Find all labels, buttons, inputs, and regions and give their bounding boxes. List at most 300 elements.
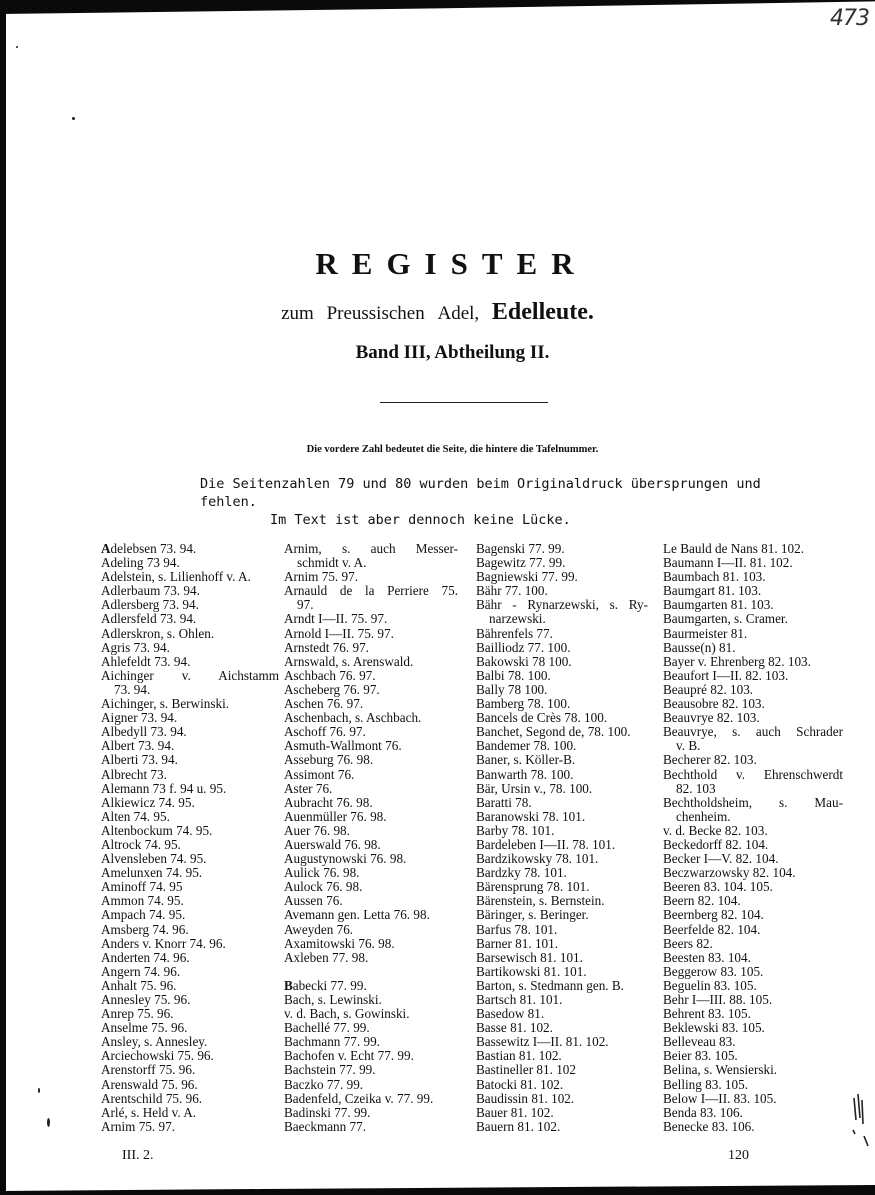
register-entry	[476, 725, 648, 739]
entry-text: Arnim, s. auch Messer-	[284, 541, 458, 556]
subtitle-emphasis: Edelleute.	[491, 299, 594, 325]
register-entry	[476, 993, 648, 1007]
register-entry	[476, 641, 648, 655]
register-entry	[284, 923, 458, 937]
register-entry	[663, 838, 843, 852]
register-entry	[101, 908, 279, 922]
register-entry	[284, 669, 458, 683]
entry-text: Bachellé 77. 99.	[284, 1020, 370, 1036]
entry-text: Baumgarten 81. 103.	[663, 597, 774, 613]
register-entry	[101, 993, 279, 1007]
scan-speck	[38, 1088, 40, 1093]
entry-text: Baczko 77. 99.	[284, 1076, 364, 1092]
entry-text: Beesten 83. 104.	[663, 949, 751, 965]
register-entry	[101, 669, 279, 697]
entry-text: Baumbach 81. 103.	[663, 569, 766, 585]
register-entry	[476, 824, 648, 838]
entry-text: Aschbach 76. 97.	[284, 667, 376, 683]
editor-note-line-1: Die Seitenzahlen 79 und 80 wurden beim Originaldruck übersprungen und fehlen.	[200, 476, 761, 510]
numbering-note: Die vordere Zahl bedeutet die Seite, die hintere die Tafelnummer.	[306, 444, 599, 455]
register-entry	[476, 627, 648, 641]
register-entry	[476, 852, 648, 866]
register-entry	[101, 711, 279, 725]
entry-text: Beausobre 82. 103.	[663, 696, 765, 712]
entry-text: Altrock 74. 95.	[101, 836, 181, 852]
entry-text: Bayer v. Ehrenberg 82. 103.	[663, 653, 811, 669]
entry-text: Bancels de Crès 78. 100.	[476, 710, 608, 726]
entry-text: Adeling 73 94.	[101, 555, 180, 571]
entry-text: Bastineller 81. 102	[476, 1062, 576, 1078]
entry-text: Baudissin 81. 102.	[476, 1090, 575, 1106]
register-entry	[284, 1007, 458, 1021]
register-entry	[476, 683, 648, 697]
register-entry	[284, 908, 458, 922]
entry-text: Bausse(n) 81.	[663, 639, 736, 655]
signature-mark: III. 2.	[122, 1148, 154, 1163]
entry-text: Ampach 74. 95.	[101, 907, 186, 923]
register-entry	[284, 782, 458, 796]
register-entry	[284, 1120, 458, 1134]
register-entry	[663, 542, 843, 556]
register-entry	[284, 612, 458, 626]
register-column-2	[284, 542, 458, 1134]
scan-border-top	[0, 0, 875, 14]
register-entry	[284, 1049, 458, 1063]
register-entry	[284, 570, 458, 584]
entry-text: Ammon 74. 95.	[101, 893, 184, 909]
register-entry	[476, 923, 648, 937]
entry-text: Beers 82.	[663, 935, 713, 951]
register-entry	[663, 880, 843, 894]
register-entry	[476, 1021, 648, 1035]
register-entry	[663, 1092, 843, 1106]
register-entry	[476, 1092, 648, 1106]
register-entry	[101, 542, 279, 556]
entry-continuation: narzewski.	[489, 611, 546, 627]
entry-text: Bagniewski 77. 99.	[476, 569, 578, 585]
entry-text: Bachmann 77. 99.	[284, 1034, 380, 1050]
entry-text: Banwarth 78. 100.	[476, 766, 574, 782]
register-entry	[284, 880, 458, 894]
register-entry	[101, 965, 279, 979]
register-entry	[476, 810, 648, 824]
register-entry	[476, 1106, 648, 1120]
subtitle-word: Preussischen	[326, 303, 425, 324]
entry-text: Baratti 78.	[476, 794, 532, 810]
scan-border-bottom	[0, 1185, 875, 1195]
register-entry	[101, 1063, 279, 1077]
scan-speck	[72, 117, 75, 120]
entry-text: Baumgart 81. 103.	[663, 583, 762, 599]
entry-text: Becker I—V. 82. 104.	[663, 851, 779, 867]
register-entry	[101, 894, 279, 908]
entry-text: Ansley, s. Annesley.	[101, 1034, 208, 1050]
entry-text: Arlé, s. Held v. A.	[101, 1104, 197, 1120]
entry-text: Bährenfels 77.	[476, 625, 553, 641]
entry-text: Behrent 83. 105.	[663, 1006, 751, 1022]
register-entry	[663, 711, 843, 725]
entry-text: Bechthold v. Ehrenschwerdt	[663, 766, 843, 782]
register-entry	[101, 796, 279, 810]
entry-text: Arnauld de la Perriere 75.	[284, 583, 458, 599]
entry-text: Auenmüller 76. 98.	[284, 808, 387, 824]
entry-text: Bär, Ursin v., 78. 100.	[476, 780, 593, 796]
register-entry	[663, 655, 843, 669]
register-entry	[101, 838, 279, 852]
entry-text: Balbi 78. 100.	[476, 667, 551, 683]
register-entry	[101, 852, 279, 866]
register-entry	[101, 768, 279, 782]
entry-text: Anders v. Knorr 74. 96.	[101, 935, 226, 951]
entry-continuation: schmidt v. A.	[297, 555, 367, 571]
register-entry	[663, 951, 843, 965]
entry-text: Axleben 77. 98.	[284, 949, 369, 965]
entry-continuation: chenheim.	[676, 808, 731, 824]
register-entry	[663, 570, 843, 584]
register-entry	[284, 753, 458, 767]
entry-text: Auerswald 76. 98.	[284, 836, 381, 852]
register-entry	[284, 951, 458, 965]
register-entry	[101, 1092, 279, 1106]
entry-text: Bardzky 78. 101.	[476, 865, 567, 881]
entry-text: Baumgarten, s. Cramer.	[663, 611, 788, 627]
register-entry	[101, 866, 279, 880]
register-entry	[476, 1063, 648, 1077]
register-entry	[284, 852, 458, 866]
entry-text: Arenswald 75. 96.	[101, 1076, 198, 1092]
entry-text: Albedyll 73. 94.	[101, 724, 187, 740]
register-entry	[476, 768, 648, 782]
register-entry	[101, 1078, 279, 1092]
register-entry	[101, 1106, 279, 1120]
register-entry	[663, 993, 843, 1007]
volume-heading: Band III, Abtheilung II.	[355, 342, 550, 363]
register-entry	[101, 753, 279, 767]
section-initial: B	[284, 977, 293, 993]
entry-text: Bach, s. Lewinski.	[284, 992, 382, 1007]
entry-text: Adlersfeld 73. 94.	[101, 611, 197, 627]
register-entry	[476, 979, 648, 993]
register-entry	[101, 725, 279, 739]
entry-text: Bally 78 100.	[476, 681, 548, 697]
entry-text: Axamitowski 76. 98.	[284, 935, 395, 951]
entry-text: Alten 74. 95.	[101, 808, 170, 824]
entry-text: Beguelin 83. 105.	[663, 977, 757, 993]
register-entry	[101, 782, 279, 796]
register-entry	[476, 838, 648, 852]
entry-text: Badenfeld, Czeika v. 77. 99.	[284, 1090, 434, 1106]
entry-text: Amelunxen 74. 95.	[101, 865, 203, 881]
entry-text: Beggerow 83. 105.	[663, 963, 764, 979]
register-entry	[476, 1007, 648, 1021]
entry-text: Angern 74. 96.	[101, 963, 181, 979]
register-entry	[101, 810, 279, 824]
register-entry	[476, 1049, 648, 1063]
entry-text: Anderten 74. 96.	[101, 949, 190, 965]
entry-text: Beaupré 82. 103.	[663, 681, 754, 697]
register-entry	[663, 683, 843, 697]
entry-text: Aussen 76.	[284, 893, 343, 909]
register-entry	[101, 627, 279, 641]
register-entry	[284, 796, 458, 810]
section-initial: A	[101, 541, 111, 556]
entry-text: Bartsch 81. 101.	[476, 992, 563, 1007]
entry-text: Basse 81. 102.	[476, 1020, 553, 1036]
register-entry	[663, 669, 843, 683]
entry-text: Bauern 81. 102.	[476, 1118, 561, 1134]
register-entry	[663, 697, 843, 711]
register-entry	[476, 908, 648, 922]
register-entry	[101, 556, 279, 570]
register-entry	[476, 965, 648, 979]
entry-text: Aichinger, s. Berwinski.	[101, 696, 230, 712]
entry-text: Aulick 76. 98.	[284, 865, 360, 881]
register-entry	[663, 1021, 843, 1035]
register-entry	[663, 598, 843, 612]
register-column-3	[476, 542, 648, 1134]
entry-text: Albrecht 73.	[101, 766, 167, 782]
entry-text: Anhalt 75. 96.	[101, 977, 177, 993]
entry-text: Bastian 81. 102.	[476, 1048, 562, 1064]
register-entry	[663, 1106, 843, 1120]
page-title: REGISTER	[315, 246, 588, 281]
register-entry	[476, 880, 648, 894]
editor-note-line-2: Im Text ist aber dennoch keine Lücke.	[270, 512, 571, 528]
register-entry	[101, 584, 279, 598]
entry-text: Bähr - Rynarzewski, s. Ry-	[476, 597, 648, 613]
entry-text: Beczwarzowsky 82. 104.	[663, 865, 796, 881]
entry-text: Beauvrye 82. 103.	[663, 710, 760, 726]
entry-text: Baranowski 78. 101.	[476, 808, 586, 824]
register-entry	[476, 1035, 648, 1049]
register-entry	[663, 824, 843, 838]
register-entry	[101, 923, 279, 937]
divider-rule	[380, 402, 548, 403]
register-entry	[476, 584, 648, 598]
register-entry	[284, 838, 458, 852]
entry-continuation: 97.	[297, 597, 314, 613]
register-entry	[663, 908, 843, 922]
entry-text: Beernberg 82. 104.	[663, 907, 764, 923]
register-entry	[284, 683, 458, 697]
register-entry	[476, 796, 648, 810]
entry-text: Avemann gen. Letta 76. 98.	[284, 907, 430, 923]
register-entry	[284, 1035, 458, 1049]
register-entry	[476, 655, 648, 669]
register-entry	[284, 937, 458, 951]
register-entry	[284, 824, 458, 838]
entry-text: Benda 83. 106.	[663, 1104, 743, 1120]
register-entry	[663, 866, 843, 880]
page-number: 120	[728, 1148, 749, 1163]
register-entry	[101, 570, 279, 584]
register-entry	[284, 1092, 458, 1106]
entry-text: Banchet, Segond de, 78. 100.	[476, 724, 631, 740]
entry-text: Beier 83. 105.	[663, 1048, 738, 1064]
register-entry	[663, 979, 843, 993]
entry-text: Barsewisch 81. 101.	[476, 949, 583, 965]
register-entry	[101, 1035, 279, 1049]
register-entry	[101, 655, 279, 669]
entry-text: Barner 81. 101.	[476, 935, 559, 951]
register-entry	[663, 1049, 843, 1063]
entry-text: Bärensprung 78. 101.	[476, 879, 590, 895]
register-entry	[284, 655, 458, 669]
editor-note	[200, 475, 770, 529]
entry-text: Ascheberg 76. 97.	[284, 681, 380, 697]
entry-text: v. d. Becke 82. 103.	[663, 822, 768, 838]
entry-text: Beeren 83. 104. 105.	[663, 879, 773, 895]
entry-text: Asseburg 76. 98.	[284, 752, 374, 768]
entry-text: Belina, s. Wensierski.	[663, 1062, 778, 1078]
register-entry	[101, 1049, 279, 1063]
entry-text: Adlerskron, s. Ohlen.	[101, 625, 215, 641]
entry-text: Arnswald, s. Arenswald.	[284, 653, 414, 669]
entry-text: Batocki 81. 102.	[476, 1076, 564, 1092]
entry-text: Basedow 81.	[476, 1006, 545, 1022]
register-entry	[101, 951, 279, 965]
entry-text: Aschen 76. 97.	[284, 696, 364, 712]
entry-text: Barby 78. 101.	[476, 822, 555, 838]
entry-text: Alberti 73. 94.	[101, 752, 178, 768]
register-columns	[100, 542, 875, 1142]
entry-text: Bassewitz I—II. 81. 102.	[476, 1034, 609, 1050]
entry-text: Anselme 75. 96.	[101, 1020, 188, 1036]
handwritten-page-number: 473	[830, 6, 869, 31]
entry-text: Arnim 75. 97.	[101, 1118, 175, 1134]
register-entry	[101, 697, 279, 711]
register-column-4	[663, 542, 843, 1134]
register-entry	[663, 1078, 843, 1092]
register-entry	[663, 1063, 843, 1077]
entry-text: Bechtholdsheim, s. Mau-	[663, 794, 843, 810]
entry-text: Bachstein 77. 99.	[284, 1062, 376, 1078]
entry-text: Baner, s. Köller-B.	[476, 752, 576, 768]
entry-text: Bakowski 78 100.	[476, 653, 572, 669]
entry-text: Adlerbaum 73. 94.	[101, 583, 200, 599]
entry-text: Bardzikowsky 78. 101.	[476, 851, 599, 867]
register-entry	[284, 894, 458, 908]
entry-text: Altenbockum 74. 95.	[101, 822, 213, 838]
register-entry	[101, 880, 279, 894]
register-entry	[663, 1007, 843, 1021]
register-entry	[101, 1007, 279, 1021]
entry-text: Bailliodz 77. 100.	[476, 639, 571, 655]
register-entry	[476, 711, 648, 725]
entry-text: Bandemer 78. 100.	[476, 738, 577, 754]
entry-text: Le Bauld de Nans 81. 102.	[663, 541, 805, 556]
entry-text: Annesley 75. 96.	[101, 992, 191, 1007]
register-entry	[476, 866, 648, 880]
register-entry	[284, 1078, 458, 1092]
entry-text: Beerfelde 82. 104.	[663, 921, 761, 937]
register-entry	[101, 1120, 279, 1134]
register-entry	[476, 1078, 648, 1092]
entry-text: Arnim 75. 97.	[284, 569, 358, 585]
entry-text: Bagenski 77. 99.	[476, 541, 565, 556]
register-entry	[284, 739, 458, 753]
register-entry	[663, 753, 843, 767]
entry-text: Barfus 78. 101.	[476, 921, 558, 937]
entry-text: Belleveau 83.	[663, 1034, 736, 1050]
entry-text: Bamberg 78. 100.	[476, 696, 571, 712]
register-entry	[284, 542, 458, 570]
entry-text: Beaufort I—II. 82. 103.	[663, 667, 789, 683]
entry-text: Beauvrye, s. auch Schrader	[663, 724, 843, 740]
entry-text: Badinski 77. 99.	[284, 1104, 371, 1120]
register-entry	[663, 627, 843, 641]
entry-text: Arentschild 75. 96.	[101, 1090, 203, 1106]
entry-text: Becherer 82. 103.	[663, 752, 757, 768]
register-entry	[284, 697, 458, 711]
entry-text: Bähr 77. 100.	[476, 583, 548, 599]
register-entry	[284, 627, 458, 641]
entry-text: Aichinger v. Aichstamm	[101, 667, 279, 683]
register-entry	[101, 739, 279, 753]
entry-continuation: 73. 94.	[114, 681, 151, 697]
register-entry	[663, 796, 843, 824]
register-entry	[476, 556, 648, 570]
register-entry	[663, 894, 843, 908]
entry-text: Arndt I—II. 75. 97.	[284, 611, 388, 627]
entry-text: Bauer 81. 102.	[476, 1104, 554, 1120]
entry-text: Albert 73. 94.	[101, 738, 175, 754]
register-entry	[663, 923, 843, 937]
entry-text: Assimont 76.	[284, 766, 355, 782]
register-entry	[476, 669, 648, 683]
entry-text: Alkiewicz 74. 95.	[101, 794, 195, 810]
register-entry	[101, 641, 279, 655]
entry-text: Adlersberg 73. 94.	[101, 597, 199, 613]
register-entry	[663, 584, 843, 598]
entry-text: Aigner 73. 94.	[101, 710, 178, 726]
register-entry	[663, 768, 843, 796]
register-entry	[663, 937, 843, 951]
entry-text: Bärenstein, s. Bernstein.	[476, 893, 605, 909]
entry-text: Aschenbach, s. Aschbach.	[284, 710, 422, 726]
register-entry	[663, 852, 843, 866]
entry-text: Below I—II. 83. 105.	[663, 1090, 777, 1106]
register-entry	[284, 1063, 458, 1077]
entry-text: Bardeleben I—II. 78. 101.	[476, 836, 616, 852]
register-entry	[476, 937, 648, 951]
entry-text: Baurmeister 81.	[663, 625, 748, 641]
register-entry	[101, 824, 279, 838]
entry-text: Augustynowski 76. 98.	[284, 851, 407, 867]
register-entry	[284, 993, 458, 1007]
register-entry	[476, 951, 648, 965]
entry-text: Aubracht 76. 98.	[284, 794, 373, 810]
entry-text: Benecke 83. 106.	[663, 1118, 755, 1134]
entry-text: Auer 76. 98.	[284, 822, 350, 838]
entry-text: Bagewitz 77. 99.	[476, 555, 566, 571]
register-entry	[663, 612, 843, 626]
register-entry	[101, 612, 279, 626]
entry-text: Arnold I—II. 75. 97.	[284, 625, 394, 641]
register-entry	[476, 894, 648, 908]
entry-continuation: 82. 103	[676, 780, 716, 796]
register-entry	[476, 739, 648, 753]
register-entry	[101, 598, 279, 612]
entry-text: Arnstedt 76. 97.	[284, 639, 369, 655]
register-entry	[476, 1120, 648, 1134]
register-entry	[101, 1021, 279, 1035]
register-entry	[284, 979, 458, 993]
entry-text: Adelstein, s. Lilienhoff v. A.	[101, 569, 251, 585]
entry-text: Asmuth-Wallmont 76.	[284, 738, 402, 754]
entry-text: Arenstorff 75. 96.	[101, 1062, 196, 1078]
scan-speck	[47, 1118, 50, 1127]
